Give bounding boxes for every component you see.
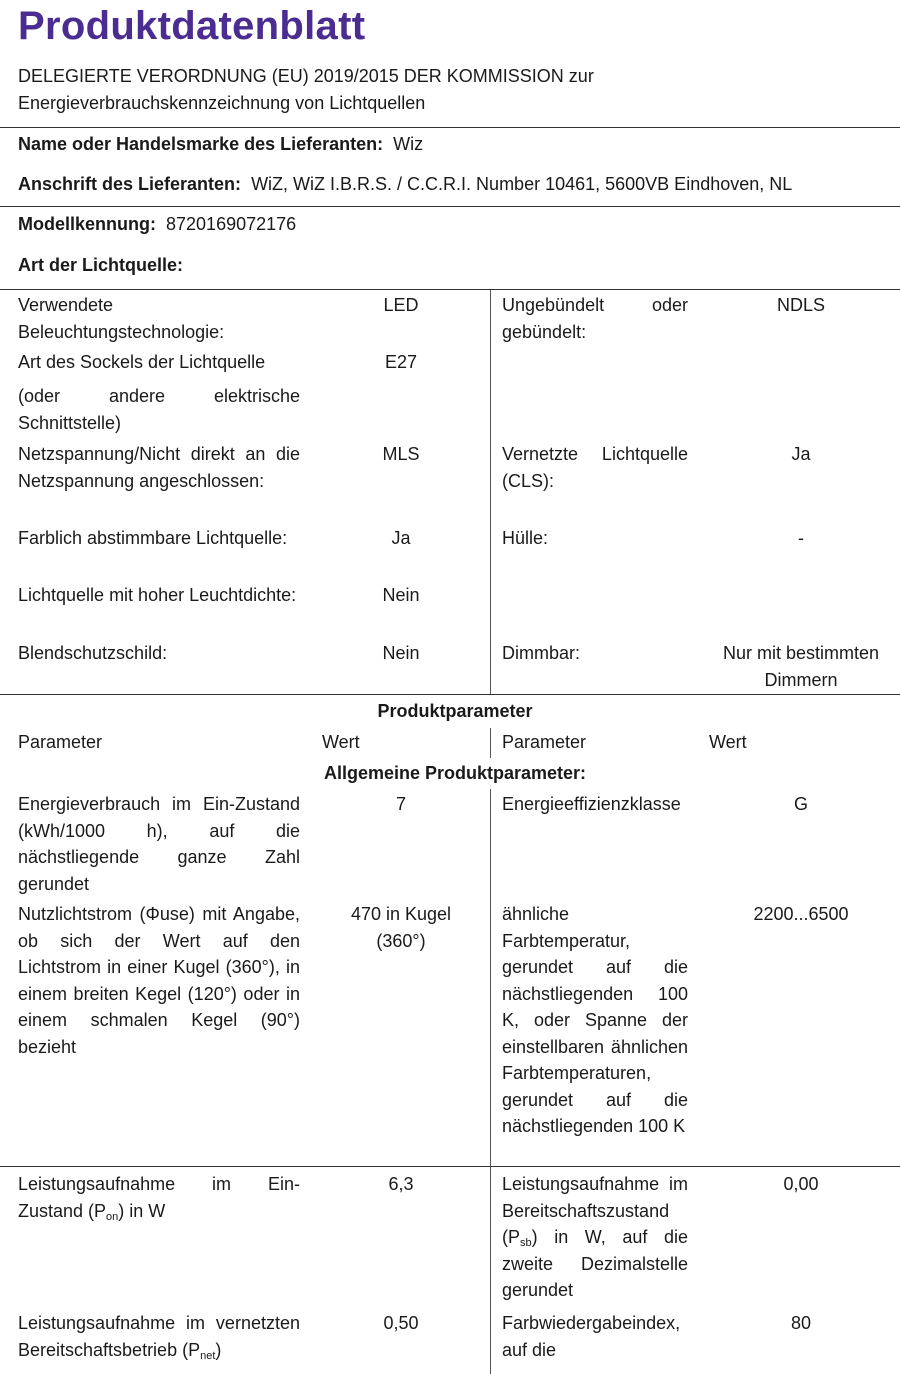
connected-label: Vernetzte Lichtquelle (CLS):	[502, 444, 688, 491]
glare-shield-value: Nein	[382, 643, 420, 663]
model-value: 8720169072176	[166, 214, 297, 234]
luminous-flux-label: Nutzlichtstrom (Φuse) mit Angabe, ob sich der Wert auf den Lichtstrom in einer Kugel (360°), in einem breiten Kegel (120°) oder in einem schmalen Kegel (90°) bezieht	[18, 904, 300, 1057]
divider	[0, 127, 900, 128]
column-header-value: Wert	[322, 732, 360, 752]
divider	[0, 206, 900, 207]
colour-tunable-value: Ja	[391, 528, 411, 548]
supplier-address-value: WiZ, WiZ I.B.R.S. / C.C.R.I. Number 10461, 5600VB Eindhoven, NL	[251, 174, 793, 194]
high-luminance-value: Nein	[382, 585, 420, 605]
directional-label: Ungebündelt oder gebündelt:	[502, 295, 688, 342]
networked-standby-power-value: 0,50	[383, 1313, 419, 1333]
standby-power-label: Leistungsaufnahme im Bereitschaftszustand $(P_{sb})$ in W, auf die zweite Dezimalstelle gerundet	[502, 1174, 688, 1300]
envelope-label: Hülle:	[502, 528, 549, 548]
directional-value: NDLS	[776, 295, 825, 315]
column-divider	[490, 789, 491, 1374]
tech-value: LED	[383, 295, 419, 315]
column-header-parameter: Parameter	[18, 732, 103, 752]
model-row	[18, 211, 898, 238]
supplier-name-row	[18, 131, 898, 158]
general-parameters-heading: Allgemeine Produktparameter:	[323, 763, 587, 783]
supplier-address-row	[18, 171, 898, 198]
connected-value: Ja	[791, 444, 811, 464]
regulation-line-2: Energieverbrauchskennzeichnung von Lichtquellen	[18, 93, 426, 113]
page-title: Produktdatenblatt	[18, 4, 366, 48]
supplier-name-label: Name oder Handelsmarke des Lieferanten:	[18, 134, 384, 154]
supplier-name-value: Wiz	[393, 134, 424, 154]
cap-label: Art des Sockels der Lichtquelle	[18, 352, 266, 372]
energy-class-value: G	[793, 794, 808, 814]
energy-consumption-value: 7	[395, 794, 406, 814]
energy-class-label: Energieeffizienzklasse	[502, 794, 681, 814]
dimmable-label: Dimmbar:	[502, 643, 581, 663]
product-parameters-heading: Produktparameter	[377, 701, 533, 721]
mains-label: Netzspannung/Nicht direkt an die Netzspannung angeschlossen:	[18, 444, 300, 491]
colour-rendering-value: 80	[790, 1313, 812, 1333]
colour-rendering-label: Farbwiedergabeindex, auf die	[502, 1313, 681, 1360]
colour-temperature-label: ähnliche Farbtemperatur, gerundet auf die nächstliegenden 100 K, oder Spanne der einstellbaren ähnlichen Farbtemperaturen, gerundet auf die nächstliegenden 100 K	[502, 904, 688, 1136]
column-header-value-2: Wert	[709, 732, 747, 752]
cap-value: E27	[384, 352, 418, 372]
envelope-value: -	[798, 528, 804, 548]
lightsource-type-heading: Art der Lichtquelle:	[18, 255, 184, 275]
divider	[0, 694, 900, 695]
on-mode-power-value: 6,3	[388, 1174, 414, 1194]
divider	[0, 289, 900, 290]
cap-note: (oder andere elektrische Schnittstelle)	[18, 386, 300, 433]
column-divider	[490, 290, 491, 694]
regulation-line-1: DELEGIERTE VERORDNUNG (EU) 2019/2015 DER KOMMISSION zur	[18, 66, 594, 86]
high-luminance-label: Lichtquelle mit hoher Leuchtdichte:	[18, 585, 297, 605]
supplier-address-label: Anschrift des Lieferanten:	[18, 174, 242, 194]
mains-value: MLS	[382, 444, 420, 464]
networked-standby-power-label: Leistungsaufnahme im vernetzten Bereitschaftsbetrieb $(P_{net})$	[18, 1313, 300, 1362]
dimmable-value: Nur mit bestimmten Dimmern	[722, 643, 880, 690]
colour-tunable-label: Farblich abstimmbare Lichtquelle:	[18, 528, 288, 548]
column-header-parameter-2: Parameter	[502, 732, 587, 752]
on-mode-power-label: Leistungsaufnahme im Ein-Zustand $(P_{on})$ in W	[18, 1174, 300, 1223]
colour-temperature-value: 2200...6500	[753, 904, 849, 924]
luminous-flux-value: 470 in Kugel (360°)	[350, 904, 452, 951]
glare-shield-label: Blendschutzschild:	[18, 643, 168, 663]
energy-consumption-label: Energieverbrauch im Ein-Zustand (kWh/1000 h), auf die nächstliegende ganze Zahl gerundet	[18, 794, 300, 894]
standby-power-value: 0,00	[783, 1174, 819, 1194]
model-label: Modellkennung:	[18, 214, 156, 234]
tech-label: Verwendete Beleuchtungstechnologie:	[18, 295, 225, 342]
divider	[0, 1166, 900, 1167]
column-divider	[490, 728, 491, 758]
